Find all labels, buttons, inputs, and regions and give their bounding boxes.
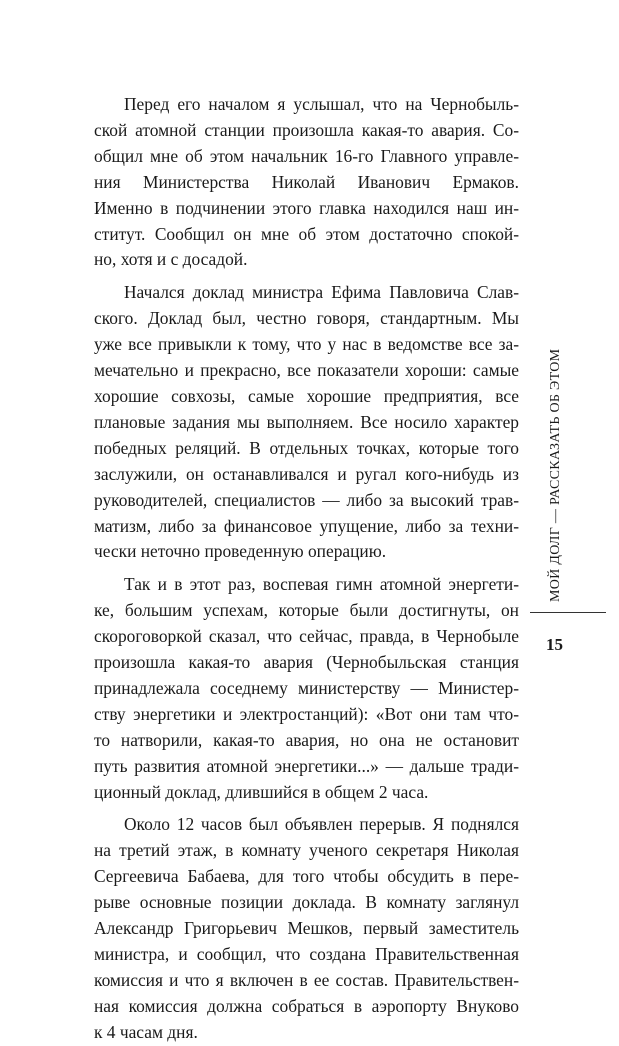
paragraph-1 <box>94 92 519 273</box>
text-line: скороговоркой сказал, что сейчас, правда, в Чернобыле <box>94 626 519 647</box>
text-line: Около 12 часов был объявлен перерыв. Я поднялся <box>124 814 519 835</box>
body-text <box>94 92 519 1046</box>
text-line: Начался доклад министра Ефима Павловича Слав- <box>124 282 519 303</box>
text-line: произошла какая-то авария (Чернобыльская станция <box>94 652 519 673</box>
text-line: мечательно и прекрасно, все показатели хороши: самые <box>94 360 519 381</box>
text-line: ству энергетики и электростанций): «Вот они там что- <box>94 703 519 724</box>
text-line: ционный доклад, длившийся в общем 2 часа. <box>94 781 429 802</box>
text-line: чески неточно проведенную операцию. <box>94 541 387 562</box>
page-number: 15 <box>546 635 563 654</box>
text-line: Именно в подчинении этого главка находился наш ин- <box>94 197 519 218</box>
text-line: ского. Доклад был, честно говоря, стандартным. Мы <box>94 308 519 329</box>
paragraph-4 <box>94 812 519 1045</box>
side-rule-divider <box>530 612 606 613</box>
paragraph-2 <box>94 280 519 565</box>
text-line: рыве основные позиции доклада. В комнату заглянул <box>94 892 519 913</box>
text-line: ная комиссия должна собраться в аэропорту Внуково <box>94 995 519 1016</box>
text-line: Перед его началом я услышал, что на Чернобыль- <box>124 94 519 114</box>
text-line: но, хотя и с досадой. <box>94 249 248 270</box>
text-line: руководителей, специалистов — либо за высокий трав- <box>94 489 519 510</box>
text-line: принадлежала соседнему министерству — Министер- <box>94 677 519 698</box>
text-line: уже все привыкли к тому, что у нас в ведомстве все за- <box>94 334 519 355</box>
text-line: путь развития атомной энергетики...» — дальше тради- <box>94 755 519 776</box>
running-head: МОЙ ДОЛГ — РАССКАЗАТЬ ОБ ЭТОМ <box>548 348 563 602</box>
text-line: ститут. Сообщил он мне об этом достаточно спокой- <box>94 223 519 244</box>
paragraph-3 <box>94 572 519 805</box>
text-line: победных реляций. В отдельных точках, которые того <box>94 437 519 458</box>
text-line: Так и в этот раз, воспевая гимн атомной энергети- <box>124 574 519 595</box>
text-line: Сергеевича Бабаева, для того чтобы обсудить в пере- <box>94 866 519 887</box>
text-line: общил мне об этом начальник 16-го Главного управле- <box>94 145 519 166</box>
text-line: к 4 часам дня. <box>94 1021 198 1042</box>
text-line: плановые задания мы выполняем. Все носило характер <box>94 411 519 432</box>
text-line: ния Министерства Николай Иванович Ермаков. <box>94 171 519 192</box>
text-line: министра, и сообщил, что создана Правительственная <box>94 944 519 964</box>
text-line: ской атомной станции произошла какая-то авария. Со- <box>94 119 519 140</box>
text-line: Александр Григорьевич Мешков, первый заместитель <box>94 918 519 939</box>
text-line: хорошие совхозы, самые хорошие предприятия, все <box>94 385 519 406</box>
text-line: то натворили, какая-то авария, но она не остановит <box>94 729 519 750</box>
text-line: матизм, либо за финансовое упущение, либо за техни- <box>94 515 519 536</box>
text-line: на третий этаж, в комнату ученого секретаря Николая <box>94 840 519 861</box>
text-line: комиссия и что я включен в ее состав. Правительствен- <box>94 969 519 990</box>
text-line: ке, большим успехам, которые были достигнуты, он <box>94 600 519 621</box>
text-line: заслужили, он останавливался и ругал кого-нибудь из <box>94 463 519 484</box>
